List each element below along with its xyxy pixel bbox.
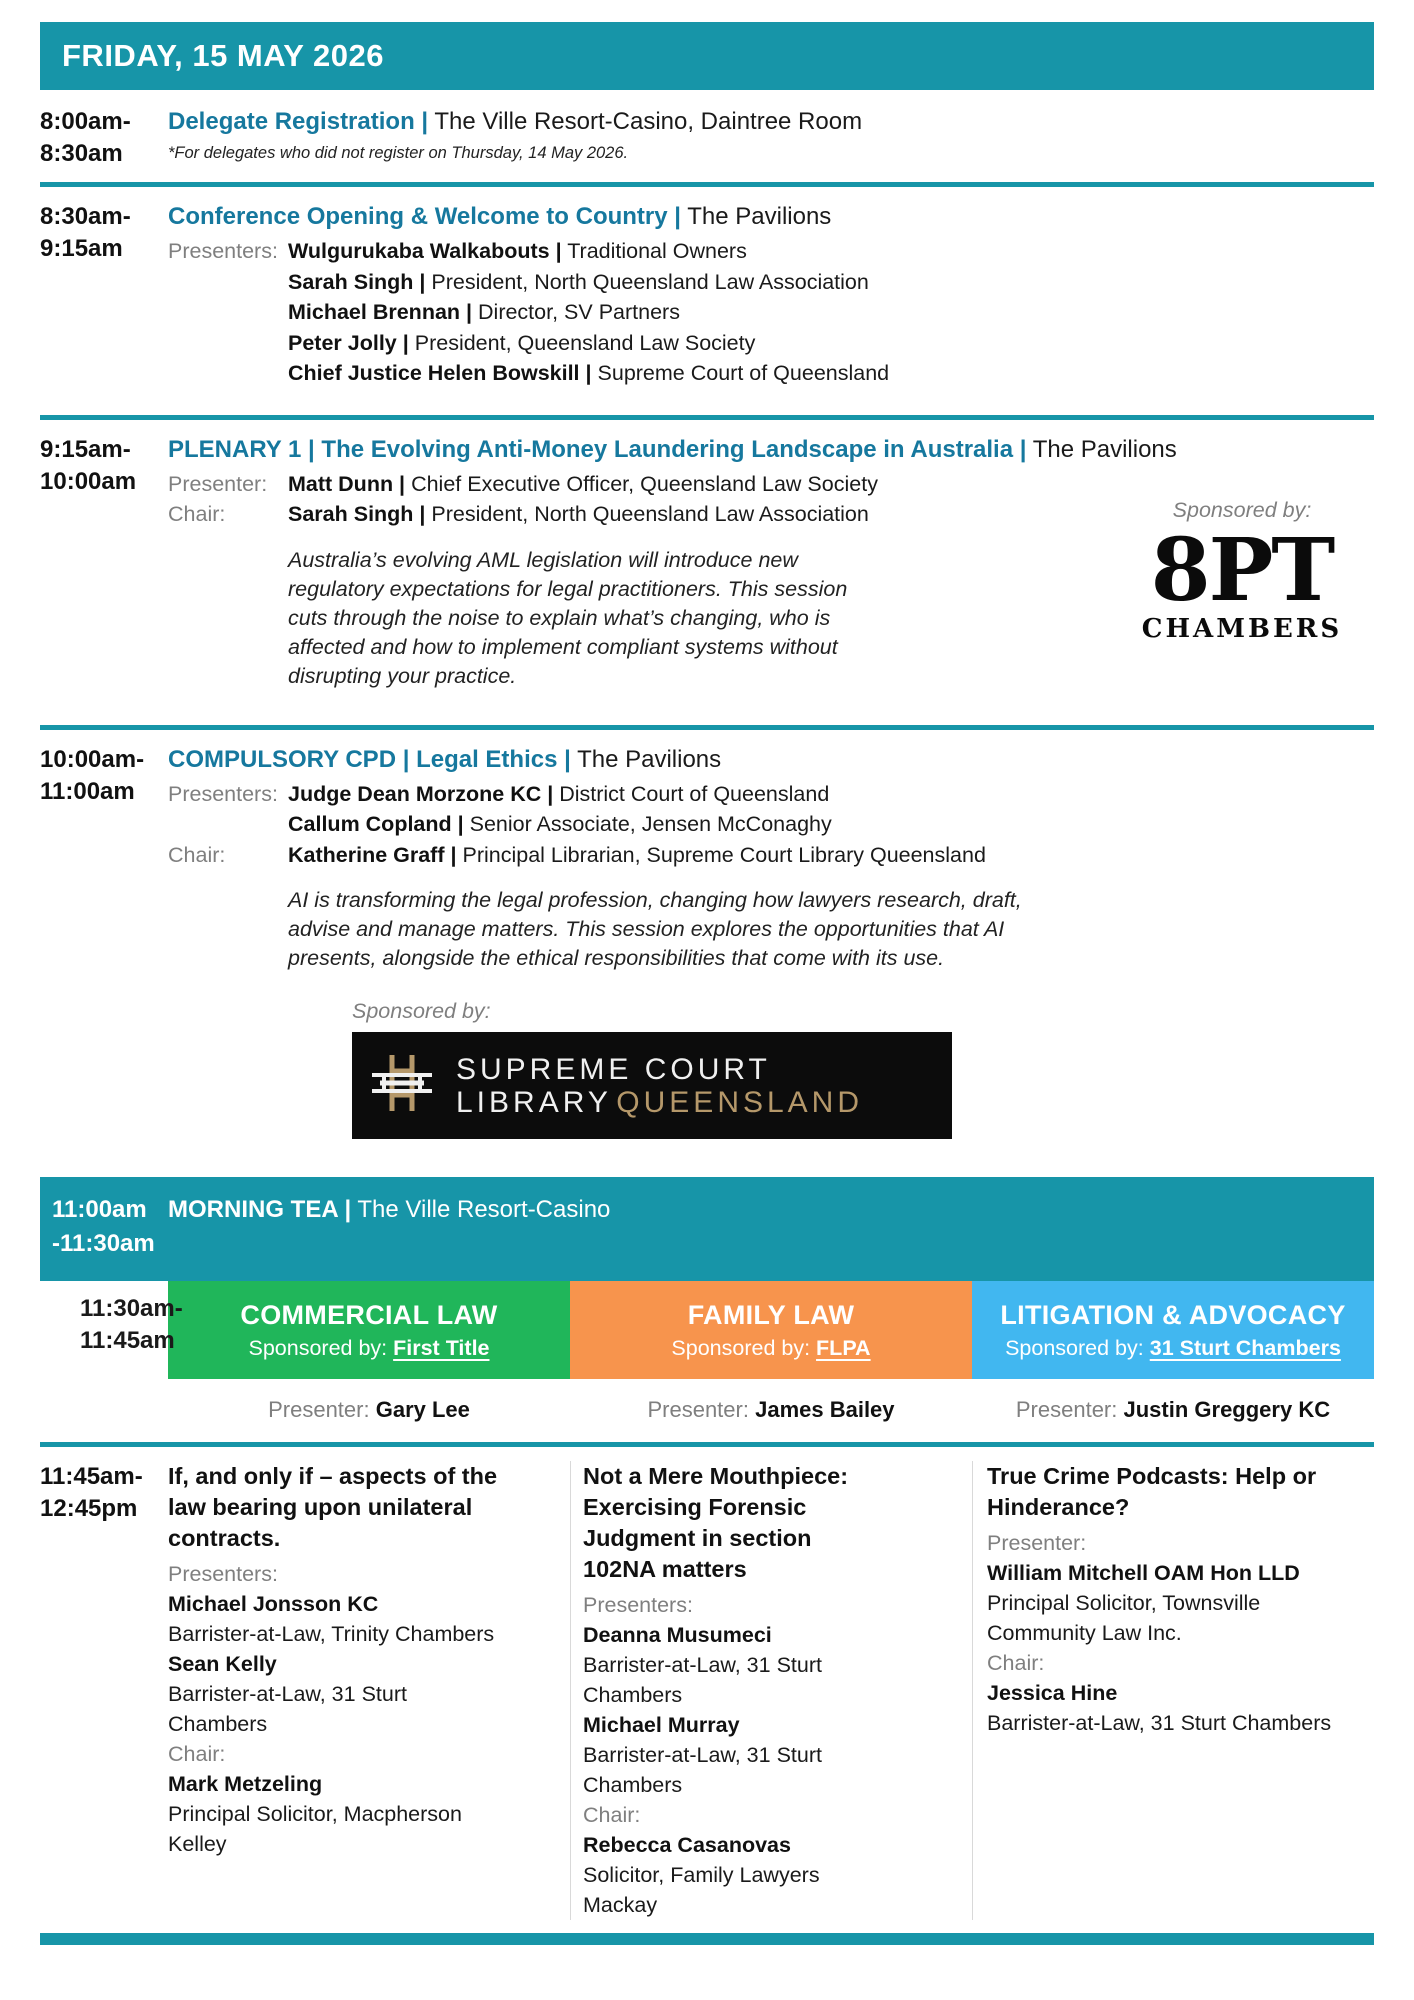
session-litigation-advocacy [972,1461,1374,1920]
presenter-role: Barrister-at-Law, 31 Sturt Chambers [583,1743,822,1797]
supreme-court-library-logo [352,1032,952,1139]
presenter-name: Wulgurukaba Walkabouts | [288,239,562,263]
presenter-name: Michael Jonsson KC [168,1592,379,1616]
presenter-name: Deanna Musumeci [583,1623,772,1647]
presenter-role: Director, SV Partners [478,300,680,324]
presenter-entry [288,809,832,840]
presenters-block [168,779,1374,840]
time-start: 10:00am- [40,745,145,773]
registration-note: *For delegates who did not register on Thursday, 14 May 2026. [168,144,629,162]
day-header-bar [40,22,1374,90]
time-range [40,744,168,1140]
time-end: 10:00am [40,467,137,495]
time-end: 12:45pm [40,1495,138,1522]
presenter-label: Presenter: [1015,1397,1118,1422]
session-title: Conference Opening & Welcome to Country | [168,203,681,230]
presenter-role: District Court of Queensland [559,781,830,806]
presenter-role: Barrister-at-Law, 31 Sturt Chambers [168,1682,407,1736]
time-start: 9:15am- [40,435,131,463]
stream-title: LITIGATION & ADVOCACY [1000,1299,1346,1330]
sponsor-link-31-sturt[interactable]: 31 Sturt Chambers [1149,1335,1341,1360]
time-start: 8:00am- [40,108,131,135]
presenter-role: Chief Executive Officer, Queensland Law Society [411,471,878,496]
time-range [40,106,168,170]
chair-label: Chair: [987,1651,1045,1675]
sponsor-block-sclq [352,999,1374,1139]
session-location: The Pavilions [687,203,832,230]
sponsored-by-label: Sponsored by: [1005,1335,1144,1360]
morning-tea-location: The Ville Resort-Casino [357,1196,611,1223]
time-end: 11:45am [80,1327,175,1354]
presenter-entry [288,358,889,389]
time-end: 11:00am [40,777,135,805]
stream-presenter [972,1396,1374,1424]
presenter-label: Presenter: [987,1531,1087,1555]
stream-presenter [570,1396,972,1424]
presenter-role: Barrister-at-Law, 31 Sturt Chambers [583,1653,822,1707]
time-end: -11:30am [52,1230,155,1257]
sponsored-by-label: Sponsored by: [1172,497,1312,522]
presenter-label: Presenter: [268,1397,370,1422]
time-range [80,1293,183,1357]
session-title-line [168,744,1374,775]
chair-name: Katherine Graff | [288,842,457,867]
presenters-label: Presenters: [168,1562,278,1586]
sclq-logo-library: LIBRARY [456,1085,612,1119]
chair-label: Chair: [583,1803,641,1827]
session-title-line [168,201,1374,232]
chair-label: Chair: [168,842,226,867]
section-divider [40,415,1374,420]
presenter-entry [288,297,889,328]
time-start: 11:30am- [80,1295,183,1322]
sponsor-link-first-title[interactable]: First Title [393,1335,490,1360]
presenter-name: Justin Greggery KC [1123,1397,1331,1422]
session-title-line [168,106,1374,137]
time-range [52,1193,168,1281]
stream-litigation-advocacy [972,1281,1374,1379]
presenter-role: Traditional Owners [567,239,747,263]
presenter-name: Peter Jolly | [288,330,409,355]
session-commercial-law [168,1461,570,1920]
presenter-name: Michael Murray [583,1713,740,1737]
8pt-chambers-logo-sub: CHAMBERS [1141,613,1343,644]
stream-title: COMMERCIAL LAW [240,1299,498,1330]
chair-label: Chair: [168,502,226,526]
presenter-name: Judge Dean Morzone KC | [288,781,554,806]
session-description: AI is transforming the legal profession, changing how lawyers research, draft, advise and manage matters. This session explores the opportunities that AI presents, alongside the ethical responsibilities that come with its use. [288,888,1022,970]
time-end: 9:15am [40,235,123,262]
presenter-role: President, Queensland Law Society [414,330,756,355]
session-location: The Pavilions [577,745,722,773]
chair-entry [288,840,986,871]
sponsor-block-8pt [1116,498,1368,645]
presenter-name: James Bailey [755,1397,895,1422]
concurrent-sessions-row [40,1447,1374,1920]
morning-tea-title-line [168,1193,610,1281]
stream-presenter-row [168,1379,1374,1442]
presenter-role: President, North Queensland Law Association [431,269,869,294]
session-title: Delegate Registration | [168,108,429,135]
chair-name: Sarah Singh | [288,502,426,526]
presenter-name: Michael Brennan | [288,300,473,324]
presenter-entry [288,236,889,267]
presenters-label: Presenters: [168,781,278,806]
chair-name: Rebecca Casanovas [583,1833,791,1857]
sclq-logo-queensland: QUEENSLAND [616,1085,864,1119]
presenter-entry [288,469,878,500]
day-title: FRIDAY, 15 MAY 2026 [62,38,384,73]
session-location: The Ville Resort-Casino, Daintree Room [434,108,863,135]
stream-presenter [168,1396,570,1424]
presenters-label: Presenters: [168,239,278,263]
session-title: PLENARY 1 | The Evolving Anti-Money Laundering Landscape in Australia | [168,435,1027,463]
presenter-role: Senior Associate, Jensen McConaghy [469,812,832,836]
chair-role: Solicitor, Family Lawyers Mackay [583,1863,820,1917]
morning-tea-title: MORNING TEA | [168,1196,352,1223]
time-range [40,1461,168,1920]
session-title: Not a Mere Mouthpiece: Exercising Forensic Judgment in section 102NA matters [583,1463,849,1582]
stream-commercial-law [168,1281,570,1379]
session-family-law [570,1461,972,1920]
sponsored-by-label: Sponsored by: [671,1335,811,1360]
session-row-cpd [40,744,1374,1140]
presenter-name: William Mitchell OAM Hon LLD [987,1561,1300,1585]
presenter-entry [288,267,889,298]
sponsored-by-label: Sponsored by: [352,999,491,1023]
stream-title: FAMILY LAW [687,1299,855,1330]
chair-name: Jessica Hine [987,1681,1118,1705]
session-title: If, and only if – aspects of the law bearing upon unilateral contracts. [168,1463,498,1551]
presenter-name: Sarah Singh | [288,269,426,294]
chair-role: Principal Solicitor, Macpherson Kelley [168,1802,462,1856]
chair-role: Principal Librarian, Supreme Court Library Queensland [462,842,986,867]
chair-entry [288,499,869,530]
session-location: The Pavilions [1032,435,1177,463]
presenter-label: Presenter: [647,1397,749,1422]
presenter-name: Sean Kelly [168,1652,277,1676]
presenter-row [168,469,1374,500]
session-title: COMPULSORY CPD | Legal Ethics | [168,745,571,773]
presenter-name: Callum Copland | [288,812,464,836]
morning-tea-bar [40,1177,1374,1281]
presenter-name: Chief Justice Helen Bowskill | [288,361,592,385]
presenter-entry [288,779,832,810]
presenters-block [168,236,1374,389]
session-title-line [168,434,1374,465]
presenter-role: Principal Solicitor, Townsville Community Law Inc. [987,1591,1261,1645]
presenters-label: Presenters: [583,1593,693,1617]
time-range [40,201,168,389]
sponsor-link-flpa[interactable]: FLPA [816,1335,871,1360]
chair-role: Barrister-at-Law, 31 Sturt Chambers [987,1711,1332,1735]
time-end: 8:30am [40,140,123,167]
chair-label: Chair: [168,1742,226,1766]
presenter-role: Barrister-at-Law, Trinity Chambers [168,1622,495,1646]
session-row-plenary1 [40,434,1374,691]
presenter-role: Supreme Court of Queensland [597,361,890,385]
time-start: 11:00am [52,1196,147,1223]
presenter-name: Gary Lee [375,1397,470,1422]
presenter-entry [288,328,889,359]
session-description: Australia’s evolving AML legislation will introduce new regulatory expectations for legal practitioners. This session cuts through the noise to explain what’s changing, who is affected and how to implement compliant systems without disrupting your practice. [288,547,848,688]
session-title: True Crime Podcasts: Help or Hinderance? [987,1463,1317,1520]
stream-family-law [570,1281,972,1379]
sponsored-by-label: Sponsored by: [248,1335,388,1360]
chair-name: Mark Metzeling [168,1772,323,1796]
presenter-name: Matt Dunn | [288,471,406,496]
section-divider [40,182,1374,187]
section-divider [40,725,1374,730]
page-bottom-rule [40,1933,1374,1945]
sclq-knot-icon [370,1049,434,1122]
time-start: 11:45am- [40,1463,143,1490]
time-range [40,434,168,691]
time-start: 8:30am- [40,203,131,230]
presenter-label: Presenter: [168,471,268,496]
session-row-opening [40,201,1374,389]
session-row-registration [40,106,1374,170]
8pt-chambers-logo: 8PT [1150,519,1334,621]
chair-row [168,840,1374,871]
sclq-logo-line1: SUPREME COURT [456,1052,771,1086]
chair-role: President, North Queensland Law Association [431,502,869,526]
stream-header-row [168,1281,1374,1379]
